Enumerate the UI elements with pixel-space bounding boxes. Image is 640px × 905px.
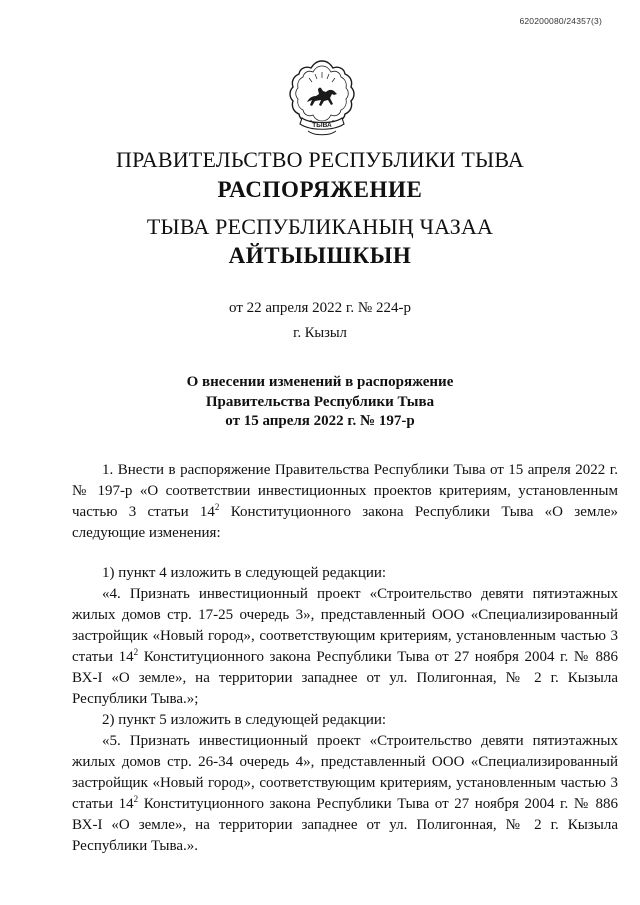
superscript: 2	[214, 502, 220, 512]
document-body	[72, 460, 618, 857]
paragraph-text: «5. Признать инвестиционный проект «Строительство девяти пятиэтажных жилых домов стр. 26-34 очередь 4», представленный ООО «Специализированный застройщик «Новый город», соответствующим критериям, установленным частью 3 статьи 14	[72, 733, 618, 812]
document-title	[0, 373, 640, 432]
document-city: г. Кызыл	[293, 325, 347, 341]
body-paragraph-4: 2) пункт 5 изложить в следующей редакции:	[102, 712, 387, 728]
document-title-line: Правительства Республики Тыва	[205, 393, 435, 410]
body-paragraph-3	[72, 584, 618, 710]
paragraph-text: Конституционного закона Республики Тыва от 27 ноября 2004 г. № 886 ВХ-I «О земле», на территории западнее от ул. Полигонная, № 2 г. Кызыла Республики Тыва.».	[72, 796, 619, 854]
emblem-ribbon-text: ТЫВА	[312, 122, 332, 129]
body-paragraph-2: 1) пункт 4 изложить в следующей редакции:	[102, 565, 387, 581]
body-paragraph-5	[72, 731, 618, 857]
document-date-number: от 22 апреля 2022 г. № 224-р	[229, 300, 411, 316]
paragraph-text: 1. Внести в распоряжение Правительства Республики Тыва от 15 апреля 2022 г. № 197-р «О соответствии инвестиционных проектов критериям, установленным частью 3 статьи 14	[72, 462, 618, 520]
paragraph-text: Конституционного закона Республики Тыва «О земле» следующие изменения:	[72, 504, 618, 541]
tuva-emblem-icon	[288, 58, 356, 138]
paragraph-text: Конституционного закона Республики Тыва от 27 ноября 2004 г. № 886 ВХ-I «О земле», на территории западнее от ул. Полигонная, № 2 г. Кызыла Республики Тыва.»;	[72, 649, 619, 707]
paragraph-text: «4. Признать инвестиционный проект «Строительство девяти пятиэтажных жилых домов стр. 17-25 очередь 3», представленный ООО «Специализированный застройщик «Новый город», соответствующим критериям, установленным частью 3 статьи 14	[72, 586, 618, 665]
document-title-line: от 15 апреля 2022 г. № 197-р	[225, 413, 415, 429]
document-type-russian: РАСПОРЯЖЕНИЕ	[217, 177, 423, 202]
superscript: 2	[133, 794, 139, 804]
document-registration-number: 620200080/24357(3)	[519, 16, 602, 26]
government-name-russian: ПРАВИТЕЛЬСТВО РЕСПУБЛИКИ ТЫВА	[116, 147, 524, 172]
superscript: 2	[133, 647, 139, 657]
government-name-tuvan: ТЫВА РЕСПУБЛИКАНЫҢ ЧАЗАА	[146, 214, 494, 239]
body-paragraph-1	[72, 460, 618, 544]
document-type-tuvan: АЙТЫЫШКЫН	[228, 243, 412, 268]
document-title-line: О внесении изменений в распоряжение	[186, 374, 454, 390]
